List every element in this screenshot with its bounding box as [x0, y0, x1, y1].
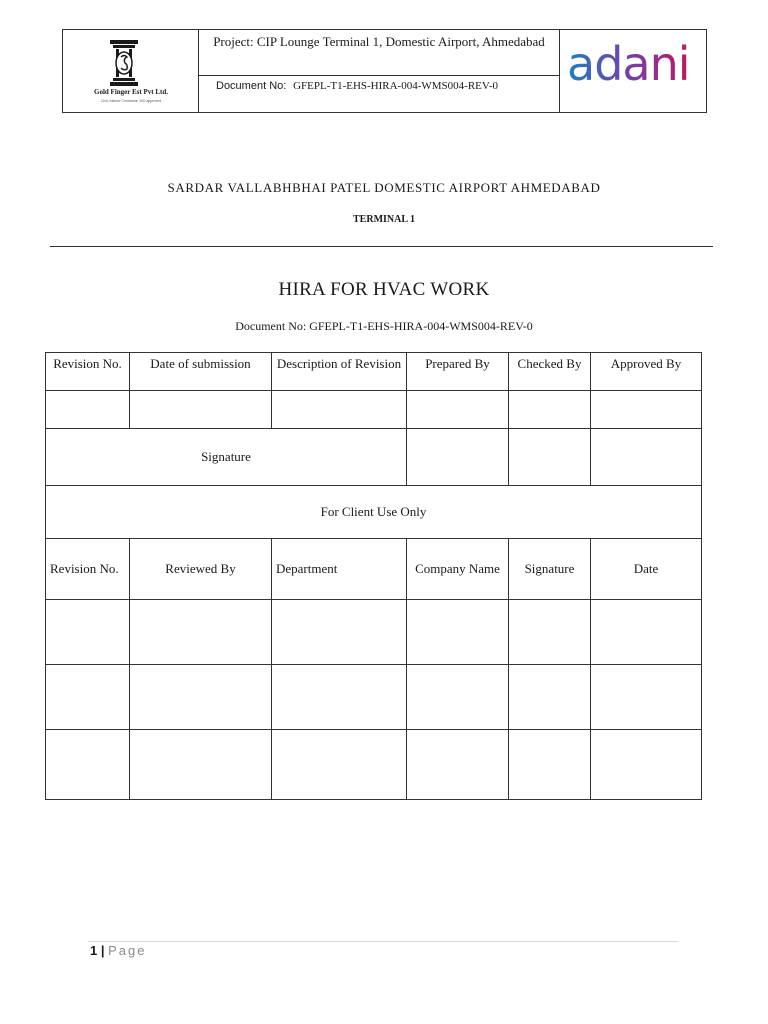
table-cell[interactable] — [130, 600, 272, 665]
page-number: 1 — [90, 943, 98, 958]
table-cell[interactable] — [407, 730, 509, 800]
document-number-label: Document No: — [216, 80, 287, 92]
client-header-date: Date — [591, 539, 702, 600]
header-document-number — [199, 76, 560, 112]
table-cell[interactable] — [272, 665, 407, 730]
table-cell[interactable] — [509, 600, 591, 665]
airport-title: SARDAR VALLABHBHAI PATEL DOMESTIC AIRPORT AHMEDABAD — [167, 180, 601, 195]
table-cell[interactable] — [46, 665, 130, 730]
table-cell[interactable] — [591, 391, 702, 429]
terminal-title: TERMINAL 1 — [353, 214, 415, 225]
client-header-row — [46, 539, 702, 600]
signature-label: Signature — [46, 429, 407, 486]
table-row — [46, 730, 702, 800]
table-cell[interactable] — [130, 730, 272, 800]
signature-row — [46, 429, 702, 486]
table-cell[interactable] — [591, 665, 702, 730]
client-header-revision-no: Revision No. — [46, 539, 130, 600]
table-header-row — [46, 353, 702, 391]
table-cell[interactable] — [407, 391, 509, 429]
table-cell[interactable] — [130, 665, 272, 730]
client-header-reviewed-by: Reviewed By — [130, 539, 272, 600]
table-cell[interactable] — [509, 665, 591, 730]
document-header — [62, 29, 707, 113]
table-cell[interactable] — [509, 730, 591, 800]
header-prepared-by: Prepared By — [407, 353, 509, 391]
header-approved-by: Approved By — [591, 353, 702, 391]
gold-finger-emblem-icon — [107, 39, 141, 87]
header-checked-by: Checked By — [509, 353, 591, 391]
table-cell[interactable] — [46, 600, 130, 665]
document-main-title: HIRA FOR HVAC WORK — [278, 279, 490, 300]
title-divider — [50, 246, 713, 247]
header-date-of-submission: Date of submission — [130, 353, 272, 391]
table-cell[interactable] — [272, 600, 407, 665]
signature-cell-prepared[interactable] — [407, 429, 509, 486]
footer-divider — [88, 941, 678, 942]
table-cell[interactable] — [46, 730, 130, 800]
table-cell[interactable] — [130, 391, 272, 429]
company-name: Gold Finger Est Pvt Ltd. — [94, 88, 168, 96]
signature-cell-approved[interactable] — [591, 429, 702, 486]
table-cell[interactable] — [46, 391, 130, 429]
document-number-line: Document No: GFEPL-T1-EHS-HIRA-004-WMS004-REV-0 — [235, 319, 533, 333]
table-row — [46, 665, 702, 730]
company-tagline: Civil, Interior Contractor, ISO approved — [100, 99, 162, 103]
header-revision-no: Revision No. — [46, 353, 130, 391]
table-row — [46, 391, 702, 429]
table-cell[interactable] — [407, 600, 509, 665]
table-cell[interactable] — [591, 600, 702, 665]
project-title: Project: CIP Lounge Terminal 1, Domestic Airport, Ahmedabad — [199, 30, 560, 76]
page-label: Page — [108, 943, 147, 958]
table-row — [46, 600, 702, 665]
table-cell[interactable] — [407, 665, 509, 730]
adani-brand-text: adani — [567, 40, 690, 90]
signature-cell-checked[interactable] — [509, 429, 591, 486]
client-header-company-name: Company Name — [407, 539, 509, 600]
page-footer — [90, 943, 147, 958]
document-number-value: GFEPL-T1-EHS-HIRA-004-WMS004-REV-0 — [293, 80, 498, 92]
page-separator: | — [100, 943, 105, 958]
client-header-signature: Signature — [509, 539, 591, 600]
table-cell[interactable] — [591, 730, 702, 800]
client-use-row — [46, 486, 702, 539]
header-description-of-revision: Description of Revision — [272, 353, 407, 391]
client-use-label: For Client Use Only — [46, 486, 702, 539]
brand-logo-cell — [560, 30, 706, 112]
table-cell[interactable] — [272, 391, 407, 429]
adani-logo-icon — [566, 40, 702, 90]
client-header-department: Department — [272, 539, 407, 600]
company-logo-cell — [63, 30, 199, 112]
table-cell[interactable] — [509, 391, 591, 429]
table-cell[interactable] — [272, 730, 407, 800]
revision-table — [45, 352, 702, 800]
